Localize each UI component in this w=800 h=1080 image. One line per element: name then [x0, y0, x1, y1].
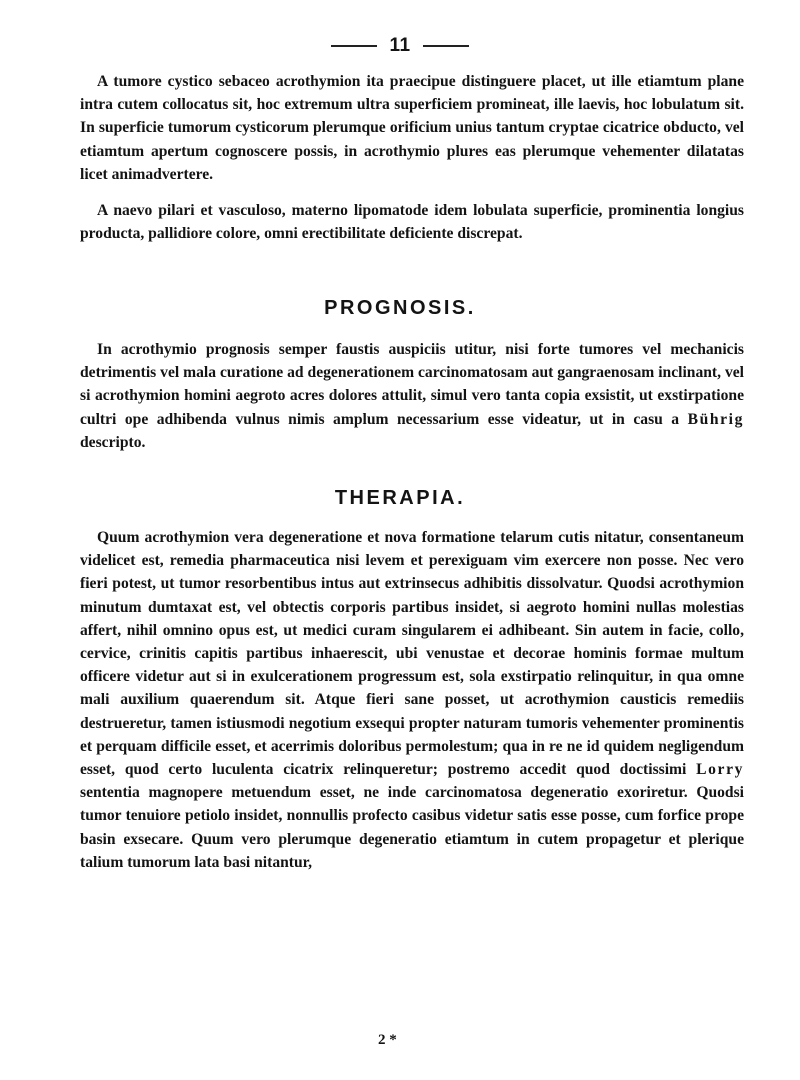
- section-heading-prognosis: PROGNOSIS.: [324, 297, 476, 319]
- paragraph-differential-naevus: A naevo pilari et vasculoso, materno lipomatode idem lobulata superficie, prominentia longius producta, pallidiore colore, omni erectibilitate deficiente discrepat.: [80, 202, 744, 243]
- prognosis-text-end: descripto.: [80, 433, 146, 451]
- therapia-text-start: Quum acrothymion vera degeneratione et nova formatione telarum cutis nitatur, consentaneum videlicet est, remedia pharmaceutica nisi levem et perexiguam vim exercere non posse. Nec vero fieri potest, ut tumor resorbentibus intus aut extrinsecus adhibitis dissolvatur. Quodsi acrothymion minutum dumtaxat est, vel obtectis corporis partibus insidet, si aegroto homini nullas molestias affert, nihil omnino opus est, ut medici curam singularem ei adhibeant. Sin autem in facie, collo, cervice, crinitis capitis partibus inhaerescit, ubi venustae et decorae hominis formae multum officere videtur aut si in exulcerationem progressum est, sola exstirpatio relinquitur, in qua omne mali auxilium quaerendum sit. Atque fieri sane posset, ut acrothymion causticis remediis destrueretur, tamen istiusmodi negotium exsequi propter naturam tumoris vehementer prominentis et perquam difficile esset, et acerrimis doloribus permolestum; qua in re ne id quidem negligendum esset, quod certo luculenta cicatrix relinqueretur; postremo accedit quod doctissimi: [80, 529, 744, 779]
- section-heading-therapia: THERAPIA.: [334, 487, 466, 509]
- paragraph-prognosis: [80, 338, 744, 454]
- page-header: [0, 35, 800, 57]
- author-name-lorry: Lorry: [696, 761, 744, 779]
- signature-mark: 2 *: [378, 1032, 397, 1048]
- body-text-therapia: [80, 526, 744, 874]
- page-number: 11: [389, 35, 411, 56]
- prognosis-text-start: In acrothymio prognosis semper faustis auspiciis utitur, nisi forte tumores vel mechanicis detrimentis vel mala curatione ad degenerationem carcinomatosam aut gangraenosam inclinant, vel si acrothymion homini aegroto acres dolores attulit, simul vero tanta copia exsistit, ut exstirpatione cultri ope adhibenda vulnus nimis amplum necessarium esse videatur, ut in casu a: [80, 341, 744, 428]
- therapia-text-end: sententia magnopere metuendum esset, ne inde carcinomatosa degeneratio exoriretur. Quodsi tumor tenuiore petiolo insidet, nonnullis profecto casibus videtur satis esse posse, cum forfice prope basin exsecare. Quum vero plerumque degeneratio etiamtum in cutem propagetur et plerique talium tumorum lata basi nitantur,: [80, 784, 744, 871]
- body-text-prognosis: [80, 338, 744, 454]
- header-rule-right: [423, 45, 469, 47]
- author-name-buhrig: Bührig: [687, 410, 744, 428]
- paragraph-differential-cystic: A tumore cystico sebaceo acrothymion ita praecipue distinguere placet, ut ille etiamtum plane intra cutem collocatus sit, hoc extremum ultra superficiem promineat, ille laevis, hoc lobulatum sit. In superficie tumorum cysticorum plerumque orificium unius tantum cryptae cicatrice obducto, vel etiamtum apertum cognoscere possis, in acrothymio plures eas plerumque vehementer dilatatas licet animadvertere.: [80, 73, 744, 183]
- header-rule-left: [331, 45, 377, 47]
- paragraph-therapia: [80, 526, 744, 874]
- body-text-top: [80, 70, 744, 245]
